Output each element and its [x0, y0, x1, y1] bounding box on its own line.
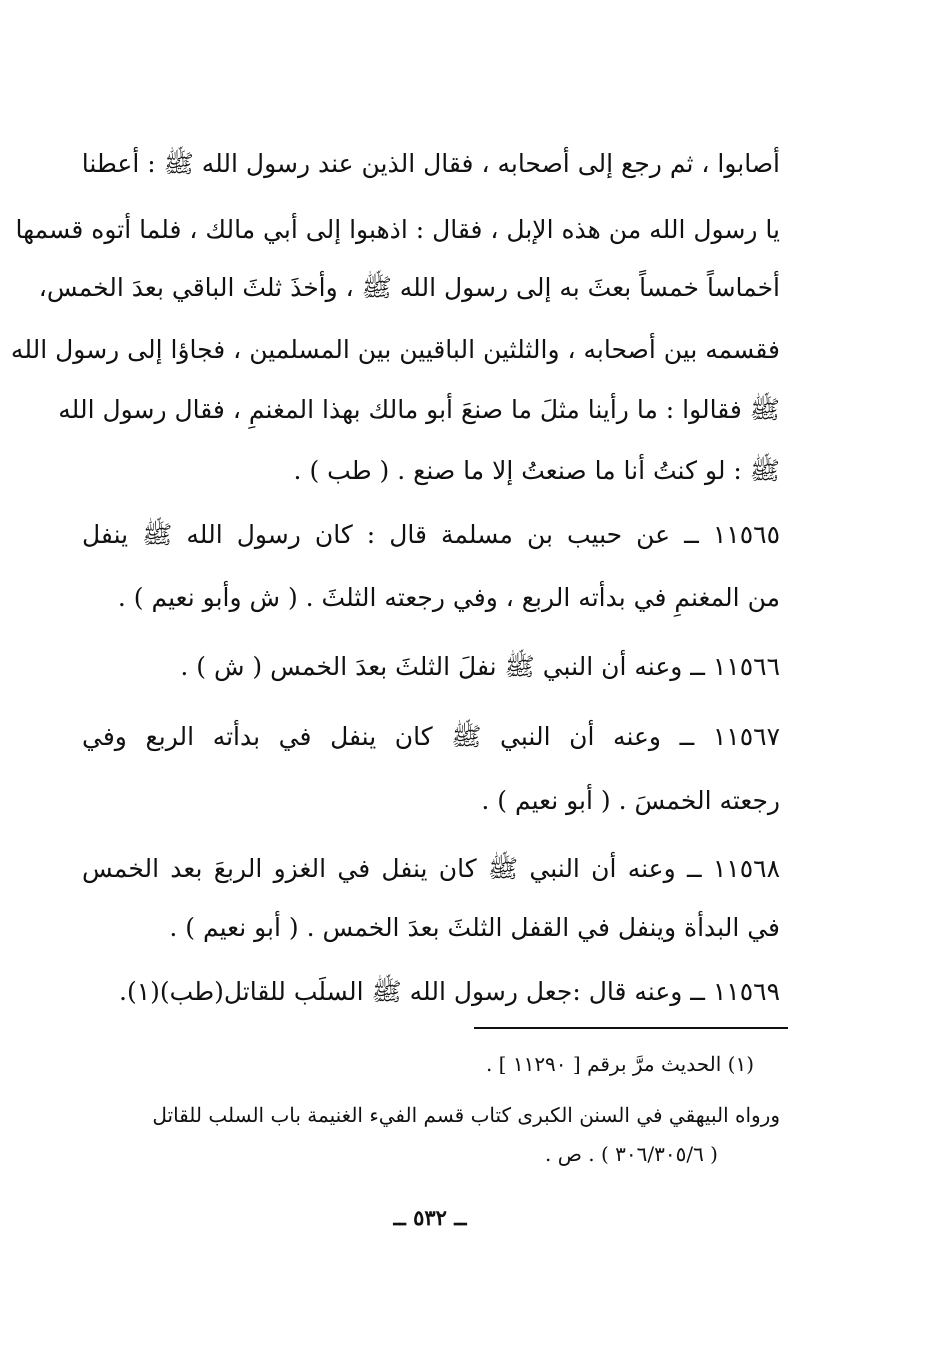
hadith-11568-line-2: في البدأة وينفل في القفل الثلثَ بعدَ الخمس . ( أبو نعيم ) .	[169, 913, 780, 942]
hadith-11567-line-1: ١١٥٦٧ ــ وعنه أن النبي ﷺ كان ينفل في بدأته الربع وفي	[82, 722, 780, 751]
footnote-2: ورواه البيهقي في السنن الكبرى كتاب قسم الفيء الغنيمة باب السلب للقاتل	[152, 1103, 780, 1127]
hadith-11567-line-2: رجعته الخمسَ . ( أبو نعيم ) .	[481, 786, 780, 815]
text-line-4: فقسمه بين أصحابه ، والثلثين الباقيين بين المسلمين ، فجاؤا إلى رسول الله	[10, 335, 780, 364]
hadith-11569: ١١٥٦٩ ــ وعنه قال :جعل رسول الله ﷺ السلَب للقاتل(طب)(١).	[119, 977, 780, 1006]
hadith-11566: ١١٥٦٦ ــ وعنه أن النبي ﷺ نفلَ الثلثَ بعدَ الخمس ( ش ) .	[180, 652, 780, 681]
text-line-3: أخماساً خمساً بعثَ به إلى رسول الله ﷺ ، وأخذَ ثلثَ الباقي بعدَ الخمس،	[38, 273, 780, 302]
text-line-2: يا رسول الله من هذه الإبل ، فقال : اذهبوا إلى أبي مالك ، فلما أتوه قسمها	[15, 215, 780, 244]
text-line-5: ﷺ فقالوا : ما رأينا مثلَ ما صنعَ أبو مالك بهذا المغنمِ ، فقال رسول الله	[58, 395, 780, 424]
footnote-divider	[474, 1027, 788, 1029]
hadith-11568-line-1: ١١٥٦٨ ــ وعنه أن النبي ﷺ كان ينفل في الغزو الربعَ بعد الخمس	[82, 854, 780, 883]
page-number: ــ ٥٣٢ ــ	[393, 1205, 467, 1230]
footnote-3: ( ٣٠٦/٣٠٥/٦ ) . ص .	[545, 1142, 718, 1166]
text-line-6: ﷺ : لو كنتُ أنا ما صنعتُ إلا ما صنع . ( طب ) .	[293, 456, 780, 485]
text-line-1: أصابوا ، ثم رجع إلى أصحابه ، فقال الذين عند رسول الله ﷺ : أعطنا	[81, 149, 780, 178]
hadith-11565-line-1: ١١٥٦٥ ــ عن حبيب بن مسلمة قال : كان رسول الله ﷺ ينفل	[82, 520, 780, 549]
hadith-11565-line-2: من المغنمِ في بدأته الربع ، وفي رجعته الثلثَ . ( ش وأبو نعيم ) .	[117, 583, 780, 612]
footnote-1: (١) الحديث مرَّ برقم [ ١١٢٩٠ ] .	[485, 1052, 754, 1076]
